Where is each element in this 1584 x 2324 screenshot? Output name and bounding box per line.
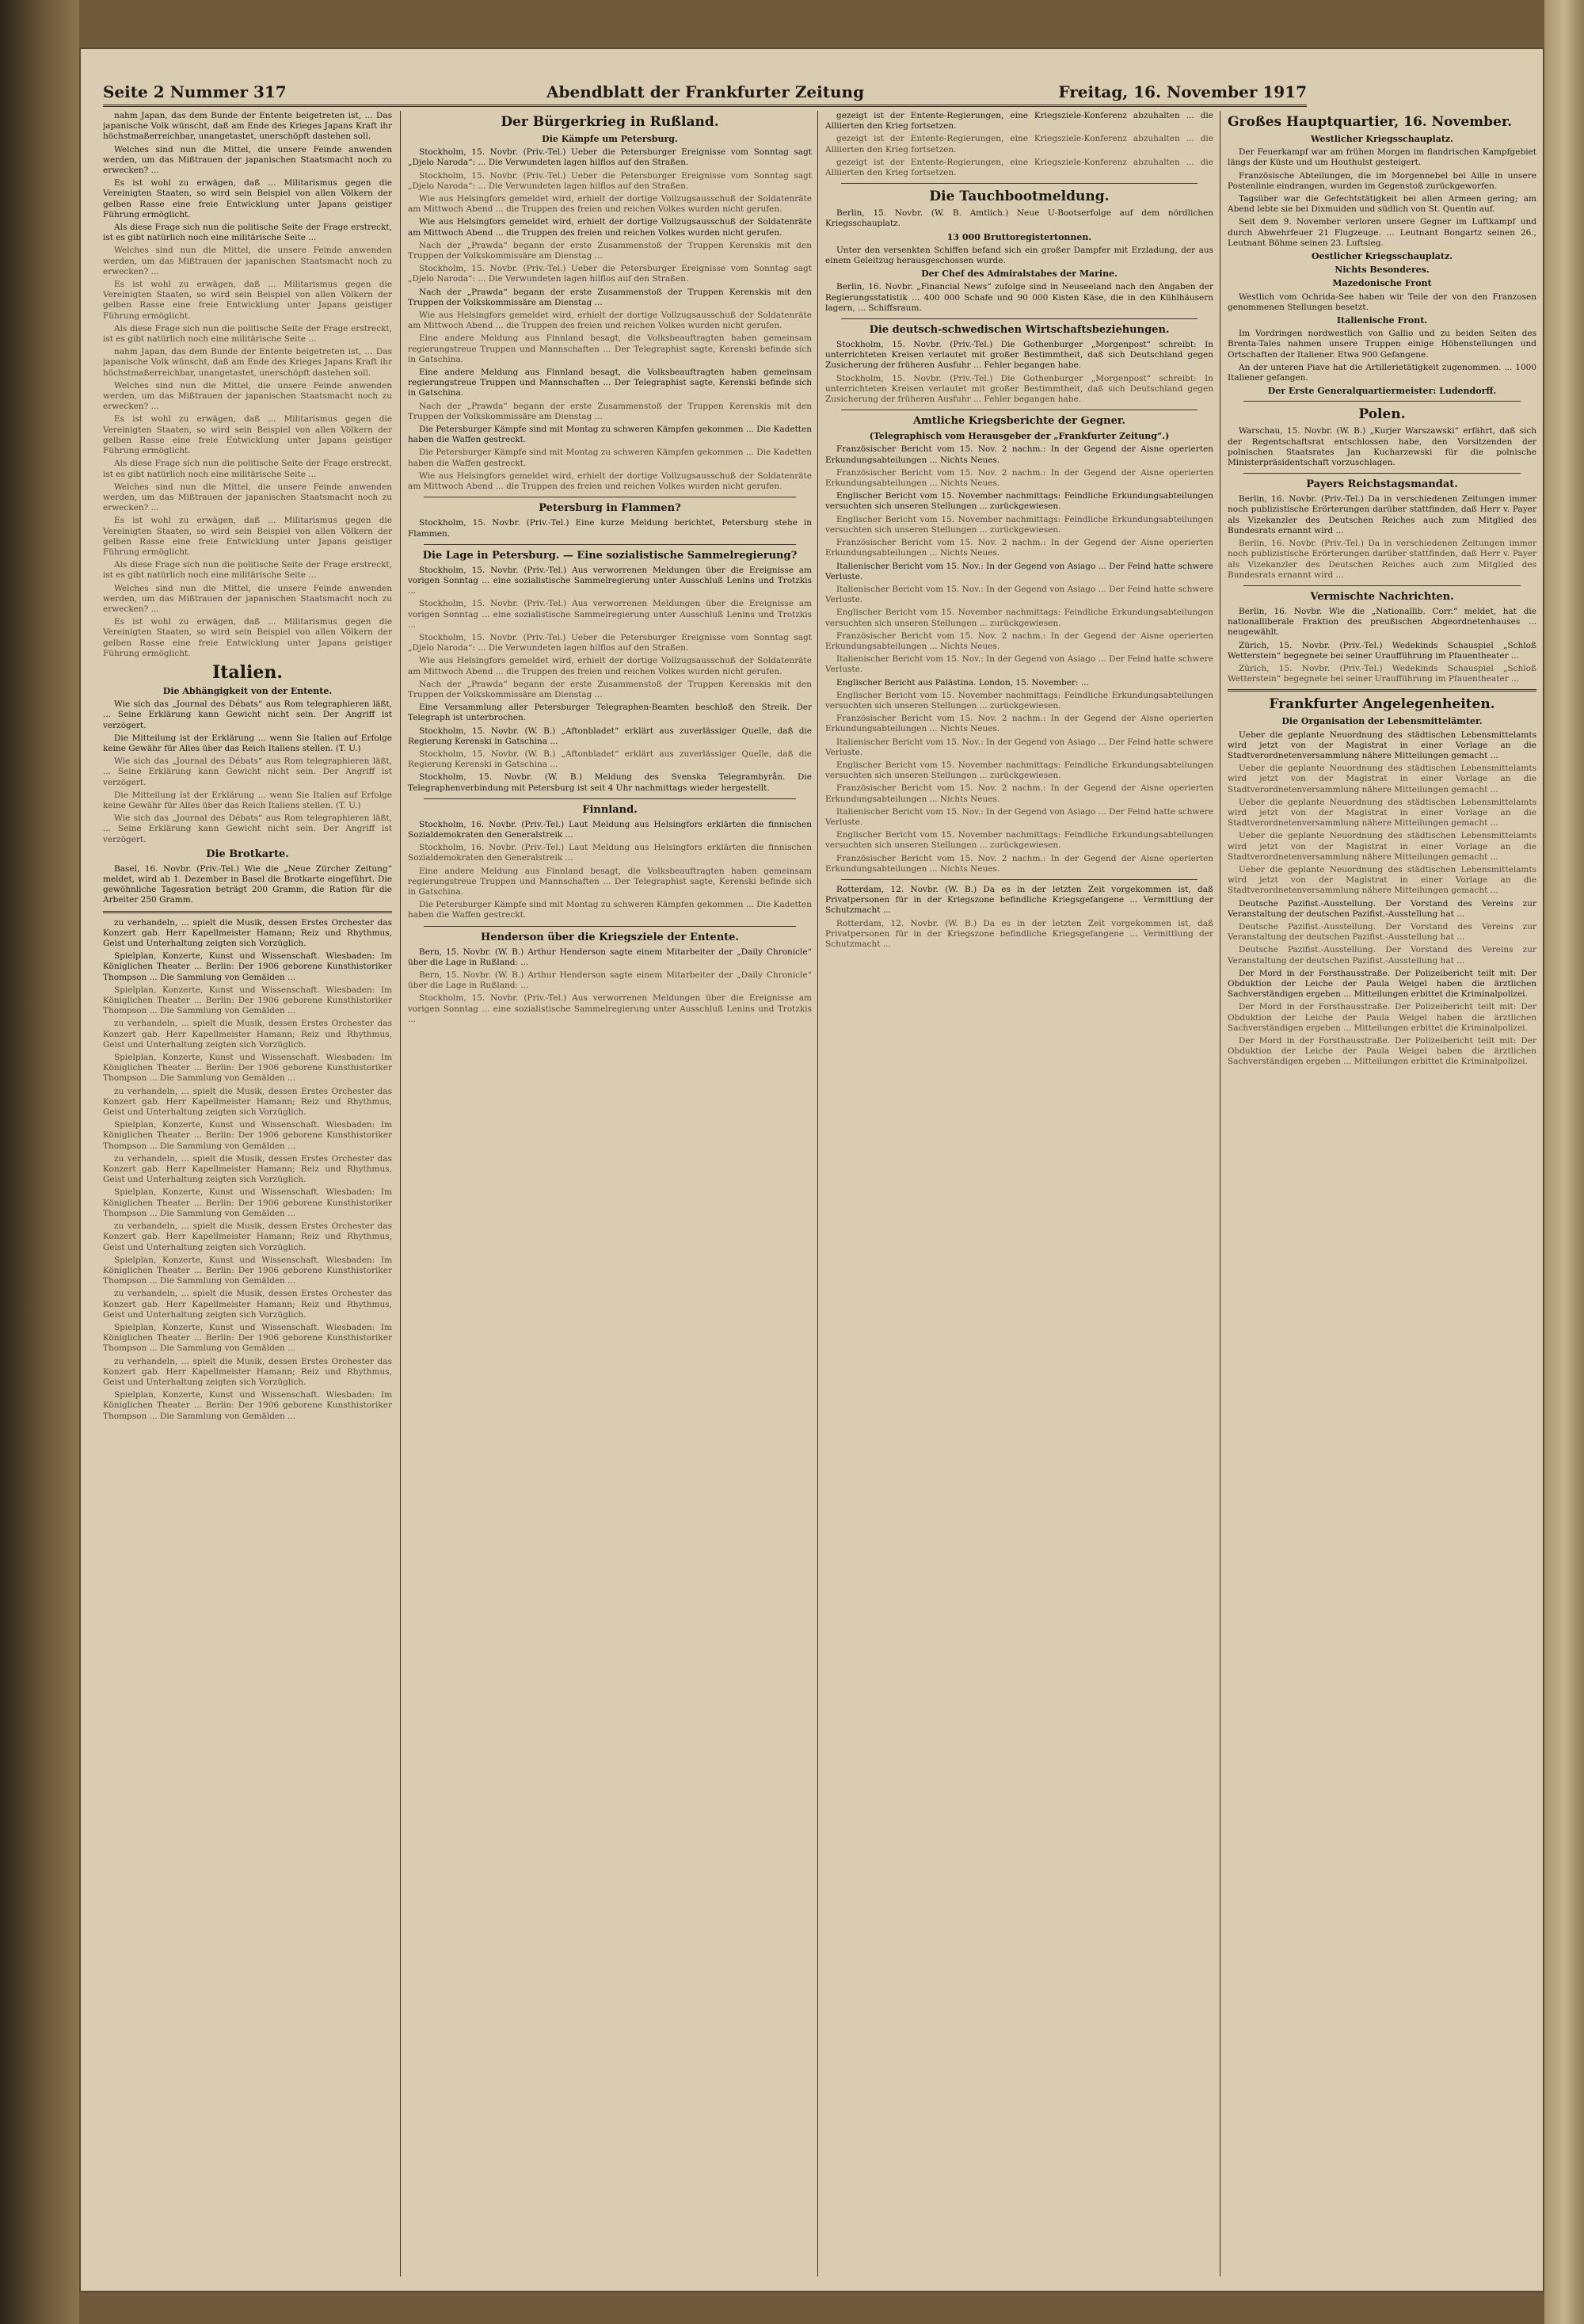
paragraph: Stockholm, 15. Novbr. (Priv.-Tel.) Ueber die Petersburger Ereignisse vom Sonntag sagt „Djelo Naroda“: ... Die Verwundeten lagen hilflos auf den Straßen.: [408, 632, 812, 653]
paragraph: An der unteren Piave hat die Artillerietätigkeit zugenommen. ... 1000 Italiener gefangen.: [1228, 362, 1536, 383]
paragraph: Stockholm, 15. Novbr. (W. B.) Meldung des Svenska Telegrambyrån. Die Telegraphenverbindung mit Petersburg ist seit 4 Uhr nachmittags wieder hergestellt.: [408, 772, 812, 793]
paragraph: Welches sind nun die Mittel, die unsere Feinde anwenden werden, um das Mißtrauen der japanischen Staatsmacht noch zu erwecken? ...: [103, 144, 392, 176]
section-subtitle: Oestlicher Kriegsschauplatz.: [1311, 251, 1453, 262]
paragraph: Ueber die geplante Neuordnung des städtischen Lebensmittelamts wird jetzt von der Magistrat in einer Vorlage an die Stadtverordnetenversammlung nähere Mitteilungen gemacht ...: [1228, 730, 1536, 760]
paragraph: Die Mitteilung ist der Erklärung ... wenn Sie Italien auf Erfolge keine Gewähr für Alles über das Reich Italiens stellen. (T. U.): [103, 790, 392, 810]
paragraph: Bern, 15. Novbr. (W. B.) Arthur Henderson sagte einem Mitarbeiter der „Daily Chronicle“ über die Lage in Rußland: ...: [408, 970, 812, 991]
paragraph: Englischer Bericht vom 15. November nachmittags: Feindliche Erkundungsabteilungen versuchten sich unseren Stellungen ... zurückgewiesen.: [825, 830, 1213, 851]
paragraph: Berlin, 16. Novbr. Wie die „Nationallib. Corr.“ meldet, hat die nationalliberale Fraktion des preußischen Abgeordnetenhauses ... neugewählt.: [1228, 606, 1536, 638]
section-subtitle: Mazedonische Front: [1332, 278, 1432, 289]
paragraph: Stockholm, 15. Novbr. (Priv.-Tel.) Ueber die Petersburger Ereignisse vom Sonntag sagt „Djelo Naroda“: ... Die Verwundeten lagen hilflos auf den Straßen.: [408, 170, 812, 191]
article-intro: nahm Japan, das dem Bunde der Entente beigetreten ist, ... Das japanische Volk wünscht, daß am Ende des Krieges Japans Kraft ihr höchstmaßerreichbar, unangetastet, unerschöpft dastehen soll.: [103, 111, 392, 142]
column-rule: [817, 111, 818, 2276]
paragraph: Wie aus Helsingfors gemeldet wird, erhielt der dortige Vollzugsausschuß der Soldatenräte am Mittwoch Abend ... die Truppen des freien und reichen Volkes wurden nicht gerufen.: [408, 311, 812, 331]
paragraph: Englischer Bericht vom 15. November nachmittags: Feindliche Erkundungsabteilungen versuchten sich unseren Stellungen ... zurückgewiesen.: [825, 491, 1213, 512]
issue-date: Freitag, 16. November 1917: [1058, 82, 1307, 101]
paragraph: Italienischer Bericht vom 15. Nov.: In der Gegend von Asiago ... Der Feind hatte schwere Verluste.: [825, 737, 1213, 757]
paragraph: Französischer Bericht vom 15. Nov. 2 nachm.: In der Gegend der Aisne operierten Erkundungsabteilungen ... Nichts Neues.: [825, 783, 1213, 804]
paragraph: Es ist wohl zu erwägen, daß ... Militarismus gegen die Vereinigten Staaten, so wird sein Beispiel von allen Völkern der gelben Rasse eine freie Entwicklung unter Japans geistiger Führung ermöglicht.: [103, 617, 392, 658]
paragraph: Wie sich das „Journal des Débats“ aus Rom telegraphieren läßt, ... Seine Erklärung kann Gewicht nicht sein. Der Angriff ist verzögert.: [103, 813, 392, 844]
section-title-kriegsberichte: Amtliche Kriegsberichte der Gegner.: [912, 415, 1126, 428]
notes: zu verhandeln, ... spielt die Musik, dessen Erstes Orchester das Konzert gab. Herr Kapellmeister Hamann; Reiz und Rhythmus, Geist und Unterhaltung zeigten sich Vorzüglich.: [103, 1289, 392, 1320]
paragraph: Der Mord in der Forsthausstraße. Der Polizeibericht teilt mit: Der Obduktion der Leiche der Paula Weigel haben die ärztlichen Sachverständigen ergeben ... Mitteilungen erbittet die Kriminalpolizei.: [1228, 1002, 1536, 1033]
section-subtitle: Die Organisation der Lebensmittelämter.: [1281, 716, 1483, 727]
divider: [841, 183, 1198, 184]
column-2: [408, 111, 812, 2276]
paragraph: Französische Abteilungen, die im Morgennebel bei Aille in unsere Postenlinie eindrangen, wurden im Gegenstoß zurückgeworfen.: [1228, 170, 1536, 191]
paragraph: Französischer Bericht vom 15. Nov. 2 nachm.: In der Gegend der Aisne operierten Erkundungsabteilungen ... Nichts Neues.: [825, 714, 1213, 734]
paragraph: Englischer Bericht vom 15. November nachmittags: Feindliche Erkundungsabteilungen versuchten sich unseren Stellungen ... zurückgewiesen.: [825, 760, 1213, 781]
section-title-finnland: Finnland.: [582, 803, 638, 816]
divider: [1243, 585, 1521, 586]
section-title-payer: Payers Reichstagsmandat.: [1306, 478, 1458, 491]
paragraph: gezeigt ist der Entente-Regierungen, eine Kriegsziele-Konferenz abzuhalten ... die Alliierten den Krieg fortsetzen.: [825, 157, 1213, 178]
paragraph: Stockholm, 15. Novbr. (Priv.-Tel.) Die Gothenburger „Morgenpost“ schreibt: In unterrichteten Kreisen verlautet mit großer Bestimmtheit, daß sich Deutschland gegen Zusicherung der früheren Ausfuhr ... Fehler begangen habe.: [825, 373, 1213, 405]
paragraph: Stockholm, 15. Novbr. (Priv.-Tel.) Aus verworrenen Meldungen über die Ereignisse am vorigen Sonntag ... eine sozialistische Sammelregierung unter Ausschluß Lenins und Trotzkis ...: [408, 599, 812, 630]
paragraph: Stockholm, 15. Novbr. (Priv.-Tel.) Die Gothenburger „Morgenpost“ schreibt: In unterrichteten Kreisen verlautet mit großer Bestimmtheit, daß sich Deutschland gegen Zusicherung der früheren Ausfuhr ... Fehler begangen habe.: [825, 340, 1213, 371]
paragraph: Welches sind nun die Mittel, die unsere Feinde anwenden werden, um das Mißtrauen der japanischen Staatsmacht noch zu erwecken? ...: [103, 380, 392, 412]
paragraph: Zürich, 15. Novbr. (Priv.-Tel.) Wedekinds Schauspiel „Schloß Wetterstein“ begegnete bei seiner Uraufführung im Pfauentheater ...: [1228, 663, 1536, 684]
paragraph: Wie aus Helsingfors gemeldet wird, erhielt der dortige Vollzugsausschuß der Soldatenräte am Mittwoch Abend ... die Truppen des freien und reichen Volkes wurden nicht gerufen.: [408, 656, 812, 676]
column-3: [825, 111, 1213, 2276]
notes: zu verhandeln, ... spielt die Musik, dessen Erstes Orchester das Konzert gab. Herr Kapellmeister Hamann; Reiz und Rhythmus, Geist und Unterhaltung zeigten sich Vorzüglich.: [103, 1019, 392, 1050]
paragraph: Deutsche Pazifist.-Ausstellung. Der Vorstand des Vereins zur Veranstaltung der deutschen Pazifist.-Ausstellung hat ...: [1228, 945, 1536, 966]
divider: [841, 318, 1198, 319]
paragraph: Als diese Frage sich nun die politische Seite der Frage erstreckt, ist es gibt natürlich noch eine militärische Seite ...: [103, 459, 392, 479]
paragraph: Stockholm, 15. Novbr. (Priv.-Tel.) Eine kurze Meldung berichtet, Petersburg stehe in Flammen.: [408, 518, 812, 539]
paragraph: Italienischer Bericht vom 15. Nov.: In der Gegend von Asiago ... Der Feind hatte schwere Verluste.: [825, 654, 1213, 675]
paragraph: Deutsche Pazifist.-Ausstellung. Der Vorstand des Vereins zur Veranstaltung der deutschen Pazifist.-Ausstellung hat ...: [1228, 898, 1536, 919]
divider: [424, 544, 796, 545]
status-line: Nichts Besonderes.: [1335, 265, 1430, 276]
column-rule: [400, 111, 401, 2276]
paragraph: Der Mord in der Forsthausstraße. Der Polizeibericht teilt mit: Der Obduktion der Leiche der Paula Weigel haben die ärztlichen Sachverständigen ergeben ... Mitteilungen erbittet die Kriminalpolizei.: [1228, 1036, 1536, 1067]
paragraph: Als diese Frage sich nun die politische Seite der Frage erstreckt, ist es gibt natürlich noch eine militärische Seite ...: [103, 560, 392, 581]
paragraph: Ueber die geplante Neuordnung des städtischen Lebensmittelamts wird jetzt von der Magistrat in einer Vorlage an die Stadtverordnetenversammlung nähere Mitteilungen gemacht ...: [1228, 764, 1536, 794]
paragraph: Eine andere Meldung aus Finnland besagt, die Volksbeauftragten haben gemeinsam regierungstreue Truppen und Mannschaften ... Der Telegraphist sagte, Kerenski befinde sich in Gatschina.: [408, 368, 812, 398]
notes: zu verhandeln, ... spielt die Musik, dessen Erstes Orchester das Konzert gab. Herr Kapellmeister Hamann; Reiz und Rhythmus, Geist und Unterhaltung zeigten sich Vorzüglich.: [103, 1153, 392, 1185]
page-number: Seite 2 Nummer 317: [103, 82, 287, 101]
section-title-tauchboot: Die Tauchbootmeldung.: [929, 189, 1110, 205]
paragraph: Die Petersburger Kämpfe sind mit Montag zu schweren Kämpfen gekommen ... Die Kadetten haben die Waffen gestreckt.: [408, 425, 812, 445]
feuilleton-text: zu verhandeln, ... spielt die Musik, dessen Erstes Orchester das Konzert gab. Herr Kapellmeister Hamann; Reiz und Rhythmus, Geist und Unterhaltung zeigten sich Vorzüglich.: [103, 917, 392, 949]
page-stack-edge: [1544, 0, 1584, 2324]
paragraph: Wie sich das „Journal des Débats“ aus Rom telegraphieren läßt, ... Seine Erklärung kann Gewicht nicht sein. Der Angriff ist verzögert.: [103, 699, 392, 730]
paragraph: Stockholm, 15. Novbr. (Priv.-Tel.) Aus verworrenen Meldungen über die Ereignisse am vorigen Sonntag ... eine sozialistische Sammelregierung unter Ausschluß Lenins und Trotzkis ...: [408, 993, 812, 1024]
paragraph: Englischer Bericht vom 15. November nachmittags: Feindliche Erkundungsabteilungen versuchten sich unseren Stellungen ... zurückgewiesen.: [825, 608, 1213, 628]
notes: Spielplan, Konzerte, Kunst und Wissenschaft. Wiesbaden: Im Königlichen Theater ... Berlin: Der 1906 geborene Kunsthistoriker Thompson ... Die Sammlung von Gemälden ...: [103, 1120, 392, 1151]
paragraph: Französischer Bericht vom 15. Nov. 2 nachm.: In der Gegend der Aisne operierten Erkundungsabteilungen ... Nichts Neues.: [825, 444, 1213, 465]
paragraph: Bern, 15. Novbr. (W. B.) Arthur Henderson sagte einem Mitarbeiter der „Daily Chronicle“ über die Lage in Rußland: ...: [408, 947, 812, 967]
section-title-polen: Polen.: [1358, 406, 1406, 423]
section-subtitle: Die Kämpfe um Petersburg.: [542, 134, 678, 144]
paragraph: Nach der „Prawda“ begann der erste Zusammenstoß der Truppen Kerenskis mit den Truppen der Volkskommissäre am Dienstag ...: [408, 240, 812, 261]
feuilleton-divider: [103, 911, 392, 913]
paragraph: gezeigt ist der Entente-Regierungen, eine Kriegsziele-Konferenz abzuhalten ... die Alliierten den Krieg fortsetzen.: [825, 134, 1213, 154]
paragraph: Stockholm, 15. Novbr. (W. B.) „Aftonbladet“ erklärt aus zuverlässiger Quelle, daß die Regierung Kerenski in Gatschina ...: [408, 749, 812, 770]
paragraph: Stockholm, 16. Novbr. (Priv.-Tel.) Laut Meldung aus Helsingfors erklärten die finnischen Sozialdemokraten den Generalstreik ...: [408, 819, 812, 840]
paragraph: Nach der „Prawda“ begann der erste Zusammenstoß der Truppen Kerenskis mit den Truppen der Volkskommissäre am Dienstag ...: [408, 401, 812, 421]
section-subtitle: Italienische Front.: [1336, 315, 1428, 326]
paragraph: Die Petersburger Kämpfe sind mit Montag zu schweren Kämpfen gekommen ... Die Kadetten haben die Waffen gestreckt.: [408, 900, 812, 920]
section-subtitle: Westlicher Kriegsschauplatz.: [1311, 134, 1453, 144]
paragraph: Welches sind nun die Mittel, die unsere Feinde anwenden werden, um das Mißtrauen der japanischen Staatsmacht noch zu erwecken? ...: [103, 583, 392, 614]
section-title-brotkarte: Die Brotkarte.: [206, 848, 289, 860]
paragraph: Westlich vom Ochrida-See haben wir Teile der von den Franzosen genommenen Stellungen besetzt.: [1228, 291, 1536, 312]
paragraph: Stockholm, 16. Novbr. (Priv.-Tel.) Laut Meldung aus Helsingfors erklärten die finnischen Sozialdemokraten den Generalstreik ...: [408, 843, 812, 863]
notes: Spielplan, Konzerte, Kunst und Wissenschaft. Wiesbaden: Im Königlichen Theater ... Berlin: Der 1906 geborene Kunsthistoriker Thompson ... Die Sammlung von Gemälden ...: [103, 1053, 392, 1084]
paragraph: Wie aus Helsingfors gemeldet wird, erhielt der dortige Vollzugsausschuß der Soldatenräte am Mittwoch Abend ... die Truppen des freien und reichen Volkes wurden nicht gerufen.: [408, 471, 812, 492]
paragraph: Es ist wohl zu erwägen, daß ... Militarismus gegen die Vereinigten Staaten, so wird sein Beispiel von allen Völkern der gelben Rasse eine freie Entwicklung unter Japans geistiger Führung ermöglicht.: [103, 414, 392, 456]
paragraph: Englischer Bericht vom 15. November nachmittags: Feindliche Erkundungsabteilungen versuchten sich unseren Stellungen ... zurückgewiesen.: [825, 514, 1213, 535]
divider: [424, 926, 796, 927]
page-header: [103, 79, 1307, 107]
signature: Der Erste Generalquartiermeister: Ludendorff.: [1267, 386, 1497, 397]
paragraph: Eine Versammlung aller Petersburger Telegraphen-Beamten beschloß den Streik. Der Telegraph ist unterbrochen.: [408, 703, 812, 723]
paragraph: Eine andere Meldung aus Finnland besagt, die Volksbeauftragten haben gemeinsam regierungstreue Truppen und Mannschaften ... Der Telegraphist sagte, Kerenski befinde sich in Gatschina.: [408, 333, 812, 364]
notes: zu verhandeln, ... spielt die Musik, dessen Erstes Orchester das Konzert gab. Herr Kapellmeister Hamann; Reiz und Rhythmus, Geist und Unterhaltung zeigten sich Vorzüglich.: [103, 1356, 392, 1387]
notes: zu verhandeln, ... spielt die Musik, dessen Erstes Orchester das Konzert gab. Herr Kapellmeister Hamann; Reiz und Rhythmus, Geist und Unterhaltung zeigten sich Vorzüglich.: [103, 1221, 392, 1252]
section-title-schwedisch: Die deutsch-schwedischen Wirtschaftsbeziehungen.: [869, 324, 1170, 337]
section-title-petersburg: Petersburg in Flammen?: [539, 502, 681, 515]
divider: [1243, 401, 1521, 402]
paragraph: Der Mord in der Forsthausstraße. Der Polizeibericht teilt mit: Der Obduktion der Leiche der Paula Weigel haben die ärztlichen Sachverständigen ergeben ... Mitteilungen erbittet die Kriminalpolizei.: [1228, 968, 1536, 1000]
tonnage-line: 13 000 Bruttoregistertonnen.: [946, 231, 1092, 242]
paragraph: Nach der „Prawda“ begann der erste Zusammenstoß der Truppen Kerenskis mit den Truppen der Volkskommissäre am Dienstag ...: [408, 679, 812, 699]
paragraph: Wie aus Helsingfors gemeldet wird, erhielt der dortige Vollzugsausschuß der Soldatenräte am Mittwoch Abend ... die Truppen des freien und reichen Volkes wurden nicht gerufen.: [408, 194, 812, 215]
notes: zu verhandeln, ... spielt die Musik, dessen Erstes Orchester das Konzert gab. Herr Kapellmeister Hamann; Reiz und Rhythmus, Geist und Unterhaltung zeigten sich Vorzüglich.: [103, 1086, 392, 1118]
paragraph: Italienischer Bericht vom 15. Nov.: In der Gegend von Asiago ... Der Feind hatte schwere Verluste.: [825, 561, 1213, 581]
notes: Spielplan, Konzerte, Kunst und Wissenschaft. Wiesbaden: Im Königlichen Theater ... Berlin: Der 1906 geborene Kunsthistoriker Thompson ... Die Sammlung von Gemälden ...: [103, 1390, 392, 1421]
paragraph: nahm Japan, das dem Bunde der Entente beigetreten ist, ... Das japanische Volk wünscht, daß am Ende des Krieges Japans Kraft ihr höchstmaßerreichbar, unangetastet, unerschöpft dastehen soll.: [103, 347, 392, 378]
paragraph: Welches sind nun die Mittel, die unsere Feinde anwenden werden, um das Mißtrauen der japanischen Staatsmacht noch zu erwecken? ...: [103, 482, 392, 513]
paragraph: gezeigt ist der Entente-Regierungen, eine Kriegsziele-Konferenz abzuhalten ... die Alliierten den Krieg fortsetzen.: [825, 111, 1213, 131]
section-title-hauptquartier: Großes Hauptquartier, 16. November.: [1228, 114, 1513, 130]
paragraph: Ueber die geplante Neuordnung des städtischen Lebensmittelamts wird jetzt von der Magistrat in einer Vorlage an die Stadtverordnetenversammlung nähere Mitteilungen gemacht ...: [1228, 864, 1536, 896]
paragraph: Zürich, 15. Novbr. (Priv.-Tel.) Wedekinds Schauspiel „Schloß Wetterstein“ begegnete bei seiner Uraufführung im Pfauentheater ...: [1228, 640, 1536, 661]
signature: Der Chef des Admiralstabes der Marine.: [921, 269, 1118, 280]
paragraph: Stockholm, 15. Novbr. (Priv.-Tel.) Aus verworrenen Meldungen über die Ereignisse am vorigen Sonntag ... eine sozialistische Sammelregierung unter Ausschluß Lenins und Trotzkis ...: [408, 565, 812, 596]
paragraph: Die Petersburger Kämpfe sind mit Montag zu schweren Kämpfen gekommen ... Die Kadetten haben die Waffen gestreckt.: [408, 448, 812, 468]
paragraph: Es ist wohl zu erwägen, daß ... Militarismus gegen die Vereinigten Staaten, so wird sein Beispiel von allen Völkern der gelben Rasse eine freie Entwicklung unter Japans geistiger Führung ermöglicht.: [103, 178, 392, 219]
paragraph: Welches sind nun die Mittel, die unsere Feinde anwenden werden, um das Mißtrauen der japanischen Staatsmacht noch zu erwecken? ...: [103, 246, 392, 276]
section-title-frankfurter: Frankfurter Angelegenheiten.: [1269, 696, 1495, 713]
section-title-vermischte: Vermischte Nachrichten.: [1310, 590, 1454, 603]
paragraph: Französischer Bericht vom 15. Nov. 2 nachm.: In der Gegend der Aisne operierten Erkundungsabteilungen ... Nichts Neues.: [825, 538, 1213, 558]
notes: Spielplan, Konzerte, Kunst und Wissenschaft. Wiesbaden: Im Königlichen Theater ... Berlin: Der 1906 geborene Kunsthistoriker Thompson ... Die Sammlung von Gemälden ...: [103, 1187, 392, 1218]
paragraph: Nach der „Prawda“ begann der erste Zusammenstoß der Truppen Kerenskis mit den Truppen der Volkskommissäre am Dienstag ...: [408, 287, 812, 307]
section-title-buergerkrieg: Der Bürgerkrieg in Rußland.: [501, 114, 719, 130]
paragraph: Stockholm, 15. Novbr. (Priv.-Tel.) Ueber die Petersburger Ereignisse vom Sonntag sagt „Djelo Naroda“: ... Die Verwundeten lagen hilflos auf den Straßen.: [408, 147, 812, 168]
notes: Spielplan, Konzerte, Kunst und Wissenschaft. Wiesbaden: Im Königlichen Theater ... Berlin: Der 1906 geborene Kunsthistoriker Thompson ... Die Sammlung von Gemälden ...: [103, 951, 392, 982]
paragraph: Berlin, 16. Novbr. „Financial News“ zufolge sind in Neuseeland nach den Angaben der Regierungsstatistik ... 400 000 Schafe und 90 000 Kisten Käse, die in den Kühlhäusern lagern, ... Schiffsraum.: [825, 282, 1213, 313]
paragraph: Wie aus Helsingfors gemeldet wird, erhielt der dortige Vollzugsausschuß der Soldatenräte am Mittwoch Abend ... die Truppen des freien und reichen Volkes wurden nicht gerufen.: [408, 217, 812, 238]
paragraph: Französischer Bericht vom 15. Nov. 2 nachm.: In der Gegend der Aisne operierten Erkundungsabteilungen ... Nichts Neues.: [825, 467, 1213, 489]
divider: [841, 879, 1198, 880]
paragraph: Rotterdam, 12. Novbr. (W. B.) Da es in der letzten Zeit vorgekommen ist, daß Privatpersonen für in der Kriegszone befindliche Kriegsgefangene ... Vermittlung der Schutzmacht ...: [825, 918, 1213, 949]
section-subtitle: Die Abhängigkeit von der Entente.: [162, 685, 333, 696]
paragraph: Italienischer Bericht vom 15. Nov.: In der Gegend von Asiago ... Der Feind hatte schwere Verluste.: [825, 806, 1213, 827]
paragraph: Wie sich das „Journal des Débats“ aus Rom telegraphieren läßt, ... Seine Erklärung kann Gewicht nicht sein. Der Angriff ist verzögert.: [103, 756, 392, 787]
notes: Spielplan, Konzerte, Kunst und Wissenschaft. Wiesbaden: Im Königlichen Theater ... Berlin: Der 1906 geborene Kunsthistoriker Thompson ... Die Sammlung von Gemälden ...: [103, 1255, 392, 1286]
section-title-italien: Italien.: [211, 661, 284, 683]
paragraph: Es ist wohl zu erwägen, daß ... Militarismus gegen die Vereinigten Staaten, so wird sein Beispiel von allen Völkern der gelben Rasse eine freie Entwicklung unter Japans geistiger Führung ermöglicht.: [103, 280, 392, 321]
divider: [424, 798, 796, 799]
paragraph: Englischer Bericht vom 15. November nachmittags: Feindliche Erkundungsabteilungen versuchten sich unseren Stellungen ... zurückgewiesen.: [825, 690, 1213, 711]
notes: Spielplan, Konzerte, Kunst und Wissenschaft. Wiesbaden: Im Königlichen Theater ... Berlin: Der 1906 geborene Kunsthistoriker Thompson ... Die Sammlung von Gemälden ...: [103, 1322, 392, 1354]
paragraph: Als diese Frage sich nun die politische Seite der Frage erstreckt, ist es gibt natürlich noch eine militärische Seite ...: [103, 323, 392, 345]
paragraph: Ueber die geplante Neuordnung des städtischen Lebensmittelamts wird jetzt von der Magistrat in einer Vorlage an die Stadtverordnetenversammlung nähere Mitteilungen gemacht ...: [1228, 797, 1536, 829]
paragraph: Unter den versenkten Schiffen befand sich ein großer Dampfer mit Erzladung, der aus einem Geleitzug herausgeschossen wurde.: [825, 245, 1213, 266]
paragraph: Englischer Bericht aus Palästina. London, 15. November: ...: [836, 677, 1089, 688]
divider: [1228, 689, 1536, 691]
paragraph: Basel, 16. Novbr. (Priv.-Tel.) Wie die „Neue Zürcher Zeitung“ meldet, wird ab 1. Dezember in Basel die Brotkarte eingeführt. Die gewöhnliche Tagesration beträgt 200 Gramm, die Ration für die Arbeiter 250 Gramm.: [103, 863, 392, 905]
paragraph: Berlin, 16. Novbr. (Priv.-Tel.) Da in verschiedenen Zeitungen immer noch publizistische Erörterungen darüber stattfinden, daß Herr v. Payer als Vizekanzler des Deutschen Reiches auch zum Mitglied des Bundesrats ernannt wird ...: [1228, 494, 1536, 535]
column-1: [103, 111, 392, 2276]
paragraph: Als diese Frage sich nun die politische Seite der Frage erstreckt, ist es gibt natürlich noch eine militärische Seite ...: [103, 223, 392, 243]
paragraph: Französischer Bericht vom 15. Nov. 2 nachm.: In der Gegend der Aisne operierten Erkundungsabteilungen ... Nichts Neues.: [825, 631, 1213, 651]
paragraph: Italienischer Bericht vom 15. Nov.: In der Gegend von Asiago ... Der Feind hatte schwere Verluste.: [825, 584, 1213, 605]
paragraph: Im Vordringen nordwestlich von Gallio und zu beiden Seiten des Brenta-Tales nahmen unsere Truppen einige Höhenstellungen und Ortschaften der Italiener. Etwa 900 Gefangene.: [1228, 329, 1536, 360]
paragraph: Stockholm, 15. Novbr. (Priv.-Tel.) Ueber die Petersburger Ereignisse vom Sonntag sagt „Djelo Naroda“: ... Die Verwundeten lagen hilflos auf den Straßen.: [408, 264, 812, 284]
paragraph: Rotterdam, 12. Novbr. (W. B.) Da es in der letzten Zeit vorgekommen ist, daß Privatpersonen für in der Kriegszone befindliche Kriegsgefangene ... Vermittlung der Schutzmacht ...: [825, 884, 1213, 916]
paragraph: Ueber die geplante Neuordnung des städtischen Lebensmittelamts wird jetzt von der Magistrat in einer Vorlage an die Stadtverordnetenversammlung nähere Mitteilungen gemacht ...: [1228, 831, 1536, 862]
paragraph: Es ist wohl zu erwägen, daß ... Militarismus gegen die Vereinigten Staaten, so wird sein Beispiel von allen Völkern der gelben Rasse eine freie Entwicklung unter Japans geistiger Führung ermöglicht.: [103, 516, 392, 557]
paragraph: Der Feuerkampf war am frühen Morgen im flandrischen Kampfgebiet längs der Küste und um Houthulst gesteigert.: [1228, 147, 1536, 168]
book-binding: [0, 0, 79, 2324]
divider: [1243, 473, 1521, 474]
column-4: [1228, 111, 1536, 2276]
paragraph: Stockholm, 15. Novbr. (W. B.) „Aftonbladet“ erklärt aus zuverlässiger Quelle, daß die Regierung Kerenski in Gatschina ...: [408, 726, 812, 746]
section-title-lage: Die Lage in Petersburg. — Eine sozialistische Sammelregierung?: [422, 549, 798, 562]
section-subtitle: (Telegraphisch vom Herausgeber der „Frankfurter Zeitung“.): [869, 431, 1170, 442]
paragraph: Berlin, 15. Novbr. (W. B. Amtlich.) Neue U-Bootserfolge auf dem nördlichen Kriegsschauplatz.: [825, 208, 1213, 229]
paragraph: Die Mitteilung ist der Erklärung ... wenn Sie Italien auf Erfolge keine Gewähr für Alles über das Reich Italiens stellen. (T. U.): [103, 733, 392, 753]
paragraph: Französischer Bericht vom 15. Nov. 2 nachm.: In der Gegend der Aisne operierten Erkundungsabteilungen ... Nichts Neues.: [825, 853, 1213, 874]
paragraph: Deutsche Pazifist.-Ausstellung. Der Vorstand des Vereins zur Veranstaltung der deutschen Pazifist.-Ausstellung hat ...: [1228, 921, 1536, 943]
paragraph: Tagsüber war die Gefechtstätigkeit bei allen Armeen gering; am Abend lebte sie bei Dixmuiden und südlich von St. Quentin auf.: [1228, 194, 1536, 215]
paragraph: Berlin, 16. Novbr. (Priv.-Tel.) Da in verschiedenen Zeitungen immer noch publizistische Erörterungen darüber stattfinden, daß Herr v. Payer als Vizekanzler des Deutschen Reiches auch zum Mitglied des Bundesrats ernannt wird ...: [1228, 539, 1536, 580]
paragraph: Seit dem 9. November verloren unsere Gegner im Luftkampf und durch Abwehrfeuer 21 Flugzeuge. ... Leutnant Bongartz seinen 26., Leutnant Böhme seinen 23. Luftsieg.: [1228, 217, 1536, 248]
section-title-henderson: Henderson über die Kriegsziele der Entente.: [481, 931, 739, 943]
paragraph: Warschau, 15. Novbr. (W. B.) „Kurjer Warszawski“ erfährt, daß sich der Regentschaftsrat entschlossen habe, den Vorsitzenden der polnischen Staatsrates Jan Kucharzewski für die polnische Ministerpräsidentschaft vorzuschlagen.: [1228, 426, 1536, 468]
paragraph: Eine andere Meldung aus Finnland besagt, die Volksbeauftragten haben gemeinsam regierungstreue Truppen und Mannschaften ... Der Telegraphist sagte, Kerenski befinde sich in Gatschina.: [408, 866, 812, 897]
notes: Spielplan, Konzerte, Kunst und Wissenschaft. Wiesbaden: Im Königlichen Theater ... Berlin: Der 1906 geborene Kunsthistoriker Thompson ... Die Sammlung von Gemälden ...: [103, 985, 392, 1016]
newspaper-title: Abendblatt der Frankfurter Zeitung: [546, 82, 865, 101]
